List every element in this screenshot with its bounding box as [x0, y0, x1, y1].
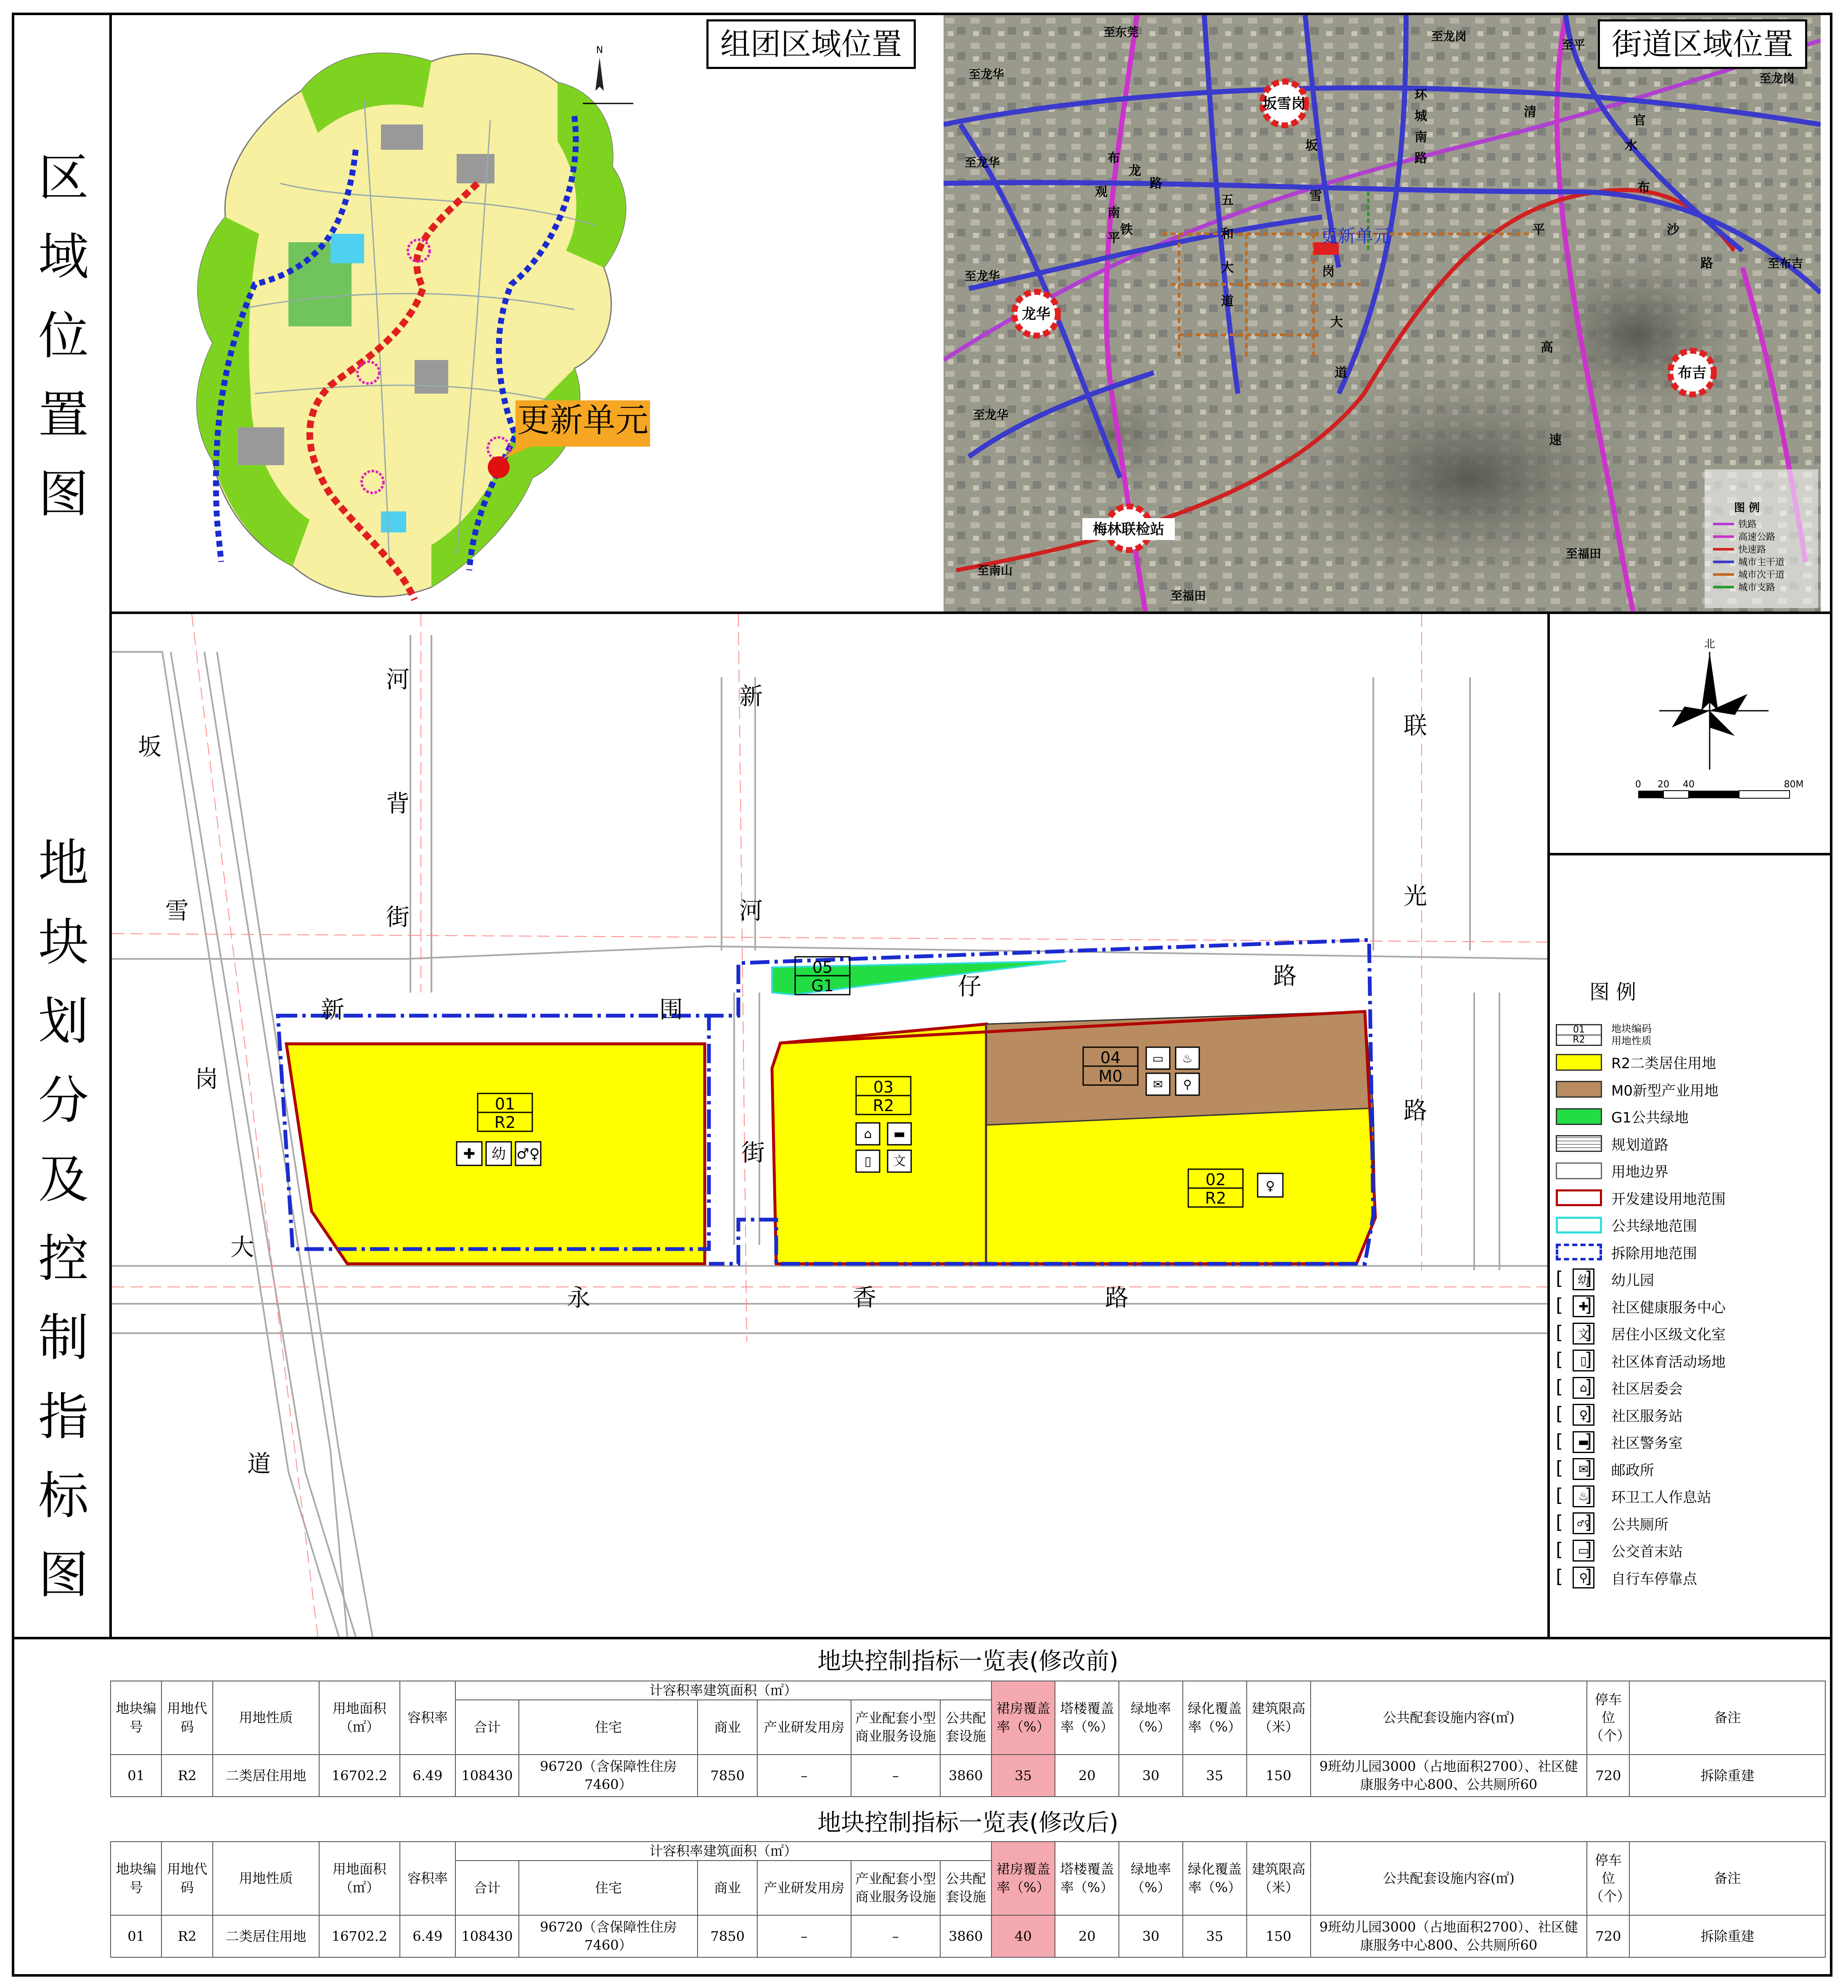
svg-text:五: 五 — [1221, 193, 1234, 208]
side-title-char: 及 — [38, 1151, 89, 1209]
scale-bar — [1635, 779, 1803, 798]
svg-text:路: 路 — [1150, 176, 1162, 191]
header-green-cover: 绿化覆盖率（%） — [1183, 1842, 1247, 1915]
svg-text:大: 大 — [1221, 260, 1234, 275]
road-char: 香 — [853, 1284, 876, 1312]
svg-text:铁: 铁 — [1120, 222, 1133, 237]
svg-text:R2: R2 — [872, 1096, 894, 1115]
toilet-icon: [ ♂♀ ] — [1556, 1512, 1602, 1534]
post-office-icon: [ ✉ ] — [1556, 1458, 1602, 1480]
facility-icons-parcel-02 — [1258, 1173, 1283, 1197]
legend-item: [ ♨ ] 环卫工人作息站 — [1556, 1483, 1825, 1510]
road-char: 河 — [739, 897, 763, 925]
svg-text:快速路: 快速路 — [1738, 545, 1766, 555]
svg-text:40: 40 — [1683, 779, 1695, 790]
svg-text:城市支路: 城市支路 — [1738, 582, 1776, 593]
side-title-char: 图 — [38, 1546, 89, 1604]
side-title-char: 指 — [38, 1388, 89, 1446]
bus-terminal-icon: [ ▭ ] — [1556, 1540, 1602, 1562]
svg-text:▭: ▭ — [1152, 1051, 1164, 1065]
svg-text:至龙华: 至龙华 — [965, 269, 1000, 283]
svg-text:至福田: 至福田 — [1566, 547, 1602, 561]
svg-text:图 例: 图 例 — [1734, 502, 1760, 514]
svg-text:至布吉: 至布吉 — [1768, 257, 1803, 270]
side-title-char: 分 — [38, 1072, 89, 1130]
header-podium: 裙房覆盖率（%） — [991, 1681, 1055, 1755]
health-center-icon: [ ✚ ] — [1556, 1295, 1602, 1317]
legend-item: 用地边界 — [1556, 1157, 1825, 1185]
svg-text:R2: R2 — [1205, 1189, 1227, 1207]
svg-text:雪: 雪 — [1309, 189, 1322, 204]
road-char: 路 — [1404, 1097, 1427, 1125]
svg-text:03: 03 — [873, 1078, 894, 1096]
svg-text:80M: 80M — [1784, 779, 1804, 790]
north-arrow-icon — [583, 45, 633, 103]
svg-text:幼: 幼 — [492, 1146, 506, 1162]
header-nature: 用地性质 — [213, 1842, 319, 1915]
culture-icon: [ 文 ] — [1556, 1323, 1602, 1345]
header-height: 建筑限高（米） — [1247, 1681, 1311, 1755]
svg-text:路: 路 — [1414, 151, 1427, 166]
side-title-char: 区 — [38, 149, 89, 207]
facility-icons-parcel-01 — [457, 1142, 541, 1165]
street-map-legend — [1705, 469, 1818, 608]
side-title-char: 地 — [38, 834, 89, 893]
road-char: 新 — [321, 996, 344, 1024]
header-total: 合计 — [455, 1700, 519, 1755]
legend-item: [ 幼 ] 幼儿园 — [1556, 1266, 1825, 1293]
header-area: 用地面积（㎡） — [319, 1842, 400, 1915]
svg-text:布: 布 — [1637, 180, 1650, 195]
svg-text:N: N — [596, 45, 603, 56]
svg-text:道: 道 — [1335, 365, 1347, 380]
svg-text:⚲: ⚲ — [1183, 1077, 1192, 1091]
update-unit-marker — [488, 456, 510, 478]
water-patch — [381, 511, 406, 532]
header-gfa-group: 计容积率建筑面积（㎡） — [455, 1842, 991, 1861]
svg-text:✉: ✉ — [1153, 1077, 1163, 1091]
sports-ground-icon: [ ▯ ] — [1556, 1350, 1602, 1371]
road-char: 光 — [1404, 883, 1427, 910]
header-residential: 住宅 — [519, 1700, 698, 1755]
group-map-label: 组团区域位置 — [706, 19, 916, 69]
industrial-patch — [381, 124, 423, 150]
svg-text:坂: 坂 — [1305, 138, 1318, 153]
road-char: 道 — [247, 1451, 271, 1478]
svg-text:城市次干道: 城市次干道 — [1738, 570, 1785, 580]
svg-text:♨: ♨ — [1182, 1051, 1193, 1065]
road-char: 坂 — [138, 733, 161, 761]
side-title-bottom — [15, 824, 112, 1615]
legend-title: 图 例 — [1589, 980, 1636, 1004]
header-far: 容积率 — [400, 1842, 455, 1915]
legend-item: [ ▯ ] 社区体育活动场地 — [1556, 1347, 1825, 1374]
header-id: 地块编号 — [111, 1842, 161, 1915]
svg-text:G1: G1 — [811, 977, 834, 995]
svg-text:龙: 龙 — [1129, 164, 1141, 178]
road-char: 大 — [230, 1234, 254, 1261]
svg-text:0: 0 — [1635, 779, 1641, 790]
side-title-char: 划 — [38, 993, 89, 1051]
svg-text:M0: M0 — [1098, 1067, 1123, 1085]
road-char: 雪 — [165, 897, 189, 925]
svg-text:R2: R2 — [494, 1113, 516, 1132]
svg-text:01: 01 — [494, 1095, 516, 1113]
parcel-map — [112, 614, 1547, 1637]
header-rd: 产业研发用房 — [757, 1861, 851, 1915]
svg-text:至龙华: 至龙华 — [969, 67, 1005, 81]
side-title-char: 标 — [38, 1467, 89, 1525]
station-longhua — [1014, 292, 1058, 336]
header-green-cover: 绿化覆盖率（%） — [1183, 1681, 1247, 1755]
legend-item: [ ▭ ] 公交首末站 — [1556, 1537, 1825, 1564]
svg-text:道: 道 — [1221, 294, 1234, 309]
svg-text:观: 观 — [1095, 185, 1108, 199]
dev-boundary-swatch — [1556, 1189, 1602, 1206]
svg-text:⌂: ⌂ — [864, 1127, 872, 1141]
svg-text:至龙华: 至龙华 — [965, 156, 1000, 169]
header-public: 公共配套设施 — [940, 1700, 991, 1755]
legend-item: G1公共绿地 — [1556, 1103, 1825, 1130]
kindergarten-icon: [ 幼 ] — [1556, 1268, 1602, 1290]
police-icon: [ ▬ ] — [1556, 1431, 1602, 1453]
header-remarks: 备注 — [1629, 1681, 1825, 1755]
legend-item: M0新型产业用地 — [1556, 1076, 1825, 1103]
side-title-top — [15, 139, 112, 534]
header-parking: 停车位（个） — [1587, 1681, 1629, 1755]
svg-text:和: 和 — [1221, 227, 1234, 241]
legend-item: 拆除用地范围 — [1556, 1239, 1825, 1266]
demolition-swatch — [1556, 1244, 1602, 1260]
header-id: 地块编号 — [111, 1681, 161, 1755]
side-title-char: 控 — [38, 1230, 89, 1288]
side-title-char: 域 — [38, 228, 89, 286]
svg-text:20: 20 — [1658, 779, 1669, 790]
svg-text:梅林联检站: 梅林联检站 — [1093, 521, 1164, 538]
header-code: 用地代码 — [161, 1842, 212, 1915]
header-public: 公共配套设施 — [940, 1861, 991, 1915]
road-char: 新 — [739, 683, 763, 710]
map-legend — [1556, 976, 1825, 1591]
table-row: 01 R2 二类居住用地 16702.2 6.49 108430 96720（含保障性住房7460） 7850 – – 3860 40 20 30 35 150 9班幼儿园3000（占地面积2700）、社区健康服务中心800、公共厕所60 720 拆除重建 — [111, 1915, 1825, 1957]
svg-text:高: 高 — [1541, 340, 1553, 355]
road-char: 路 — [1273, 963, 1297, 990]
street-map-label: 街道区域位置 — [1598, 19, 1807, 69]
north-label: 北 — [1704, 638, 1716, 651]
table-after-title: 地块控制指标一览表(修改后) — [817, 1809, 1118, 1837]
header-green: 绿地率（%） — [1119, 1681, 1183, 1755]
table-before — [110, 1681, 1826, 1797]
side-title-char: 位 — [38, 307, 89, 365]
svg-text:龙华: 龙华 — [1022, 306, 1050, 323]
header-green: 绿地率（%） — [1119, 1842, 1183, 1915]
header-commercial: 商业 — [698, 1861, 757, 1915]
svg-text:♂♀: ♂♀ — [516, 1146, 540, 1162]
industrial-patch — [238, 427, 284, 465]
svg-text:▬: ▬ — [893, 1127, 906, 1141]
svg-text:环: 环 — [1414, 88, 1427, 103]
svg-text:岗: 岗 — [1322, 265, 1335, 279]
legend-item: [ ▬ ] 社区警务室 — [1556, 1429, 1825, 1456]
header-rd: 产业研发用房 — [757, 1700, 851, 1755]
street-update-unit-label: 更新单元 — [1320, 226, 1391, 246]
header-tower: 塔楼覆盖率（%） — [1055, 1842, 1119, 1915]
side-title-char: 块 — [38, 913, 89, 972]
header-gfa-group: 计容积率建筑面积（㎡） — [455, 1681, 991, 1700]
group-location-map — [112, 15, 936, 611]
svg-text:城市主干道: 城市主干道 — [1738, 557, 1785, 568]
road-char: 路 — [1105, 1284, 1129, 1312]
svg-text:至龙岗: 至龙岗 — [1759, 71, 1795, 85]
legend-item: [ 文 ] 居住小区级文化室 — [1556, 1320, 1825, 1347]
header-height: 建筑限高（米） — [1247, 1842, 1311, 1915]
header-area: 用地面积（㎡） — [319, 1681, 400, 1755]
parcel-02 — [986, 1108, 1375, 1264]
svg-text:水: 水 — [1625, 138, 1637, 153]
svg-text:至福田: 至福田 — [1171, 589, 1206, 603]
header-residential: 住宅 — [519, 1861, 698, 1915]
road-char: 永 — [567, 1284, 590, 1312]
svg-text:✚: ✚ — [463, 1146, 476, 1162]
north-arrow-panel — [1550, 614, 1830, 853]
header-facilities: 公共配套设施内容(㎡) — [1311, 1681, 1587, 1755]
side-title-char: 置 — [38, 386, 89, 445]
road-char: 仔 — [958, 973, 981, 1001]
svg-text:平: 平 — [1108, 231, 1120, 246]
industrial-patch — [457, 154, 494, 183]
svg-text:南: 南 — [1414, 130, 1427, 145]
svg-text:坂雪岗: 坂雪岗 — [1263, 95, 1306, 112]
header-far: 容积率 — [400, 1681, 455, 1755]
svg-text:沙: 沙 — [1667, 222, 1679, 237]
committee-icon: [ ⌂ ] — [1556, 1377, 1602, 1399]
legend-item: [ ♀ ] 社区服务站 — [1556, 1401, 1825, 1429]
legend-item: 公共绿地范围 — [1556, 1212, 1825, 1239]
svg-text:至南山: 至南山 — [977, 564, 1013, 577]
svg-text:官: 官 — [1633, 113, 1646, 128]
road-swatch — [1556, 1135, 1602, 1152]
header-podium: 裙房覆盖率（%） — [991, 1842, 1055, 1915]
legend-code-swatch: 01 R2 — [1556, 1024, 1602, 1046]
station-buji — [1670, 351, 1714, 394]
svg-text:清: 清 — [1524, 105, 1536, 119]
svg-text:铁路: 铁路 — [1738, 519, 1757, 530]
svg-text:高速公路: 高速公路 — [1738, 532, 1776, 543]
north-arrow-icon — [1659, 652, 1769, 770]
svg-text:路: 路 — [1700, 256, 1713, 271]
svg-text:布: 布 — [1108, 151, 1120, 166]
svg-text:文: 文 — [893, 1154, 906, 1169]
svg-text:布吉: 布吉 — [1678, 365, 1706, 381]
road-char: 街 — [741, 1139, 765, 1167]
legend-item: [ ✉ ] 邮政所 — [1556, 1456, 1825, 1483]
industrial-patch — [415, 360, 448, 394]
svg-text:05: 05 — [812, 958, 833, 977]
road-char: 街 — [386, 904, 410, 931]
header-code: 用地代码 — [161, 1681, 212, 1755]
sanitation-icon: [ ♨ ] — [1556, 1485, 1602, 1507]
legend-code-labels: 地块编码 用地性质 — [1611, 1023, 1652, 1047]
header-small-biz: 产业配套小型商业服务设施 — [851, 1861, 941, 1915]
legend-item: R2二类居住用地 — [1556, 1049, 1825, 1076]
svg-text:平: 平 — [1532, 222, 1545, 237]
road-char: 围 — [659, 996, 683, 1024]
legend-item: [ ⌂ ] 社区居委会 — [1556, 1374, 1825, 1402]
header-commercial: 商业 — [698, 1700, 757, 1755]
legend-item: [ ⚲ ] 自行车停靠点 — [1556, 1564, 1825, 1591]
svg-text:至龙岗: 至龙岗 — [1431, 29, 1467, 43]
header-facilities: 公共配套设施内容(㎡) — [1311, 1842, 1587, 1915]
header-tower: 塔楼覆盖率（%） — [1055, 1681, 1119, 1755]
update-unit-label: 更新单元 — [517, 402, 649, 439]
bicycle-icon: [ ⚲ ] — [1556, 1567, 1602, 1588]
header-nature: 用地性质 — [213, 1681, 319, 1755]
table-before-title: 地块控制指标一览表(修改前) — [817, 1648, 1118, 1675]
header-parking: 停车位（个） — [1587, 1842, 1629, 1915]
legend-item: [ ♂♀ ] 公共厕所 — [1556, 1510, 1825, 1537]
legend-item-code — [1556, 1022, 1825, 1049]
svg-text:至平: 至平 — [1562, 38, 1586, 52]
green-boundary-swatch — [1556, 1217, 1602, 1234]
header-total: 合计 — [455, 1861, 519, 1915]
svg-text:至龙华: 至龙华 — [973, 408, 1009, 422]
road-char: 联 — [1404, 712, 1427, 740]
header-remarks: 备注 — [1629, 1842, 1825, 1915]
boundary-swatch — [1556, 1162, 1602, 1179]
svg-text:速: 速 — [1549, 433, 1562, 447]
svg-text:02: 02 — [1205, 1170, 1226, 1189]
road-char: 背 — [386, 790, 410, 818]
g1-swatch — [1556, 1108, 1602, 1125]
table-after — [110, 1841, 1826, 1958]
service-station-icon: [ ♀ ] — [1556, 1404, 1602, 1426]
legend-item: [ ✚ ] 社区健康服务中心 — [1556, 1293, 1825, 1320]
road-char: 岗 — [195, 1066, 218, 1093]
road-char: 河 — [386, 666, 410, 694]
svg-text:南: 南 — [1108, 206, 1120, 220]
svg-text:大: 大 — [1330, 315, 1343, 330]
station-bankxuegang — [1262, 82, 1306, 125]
m0-swatch — [1556, 1081, 1602, 1098]
svg-text:至东莞: 至东莞 — [1103, 25, 1139, 39]
water-patch — [330, 234, 364, 263]
street-location-map — [944, 15, 1821, 611]
legend-item: 规划道路 — [1556, 1130, 1825, 1157]
header-small-biz: 产业配套小型商业服务设施 — [851, 1700, 941, 1755]
legend-item: 开发建设用地范围 — [1556, 1184, 1825, 1212]
svg-text:04: 04 — [1100, 1048, 1121, 1067]
r2-swatch — [1556, 1054, 1602, 1071]
svg-text:♀: ♀ — [1266, 1179, 1275, 1194]
side-title-char: 制 — [38, 1309, 89, 1367]
svg-text:城: 城 — [1414, 109, 1427, 124]
svg-text:▯: ▯ — [864, 1154, 872, 1169]
mountain-shade — [1511, 234, 1763, 436]
side-title-char: 图 — [38, 465, 89, 524]
table-row: 01 R2 二类居住用地 16702.2 6.49 108430 96720（含保障性住房7460） 7850 – – 3860 35 20 30 35 150 9班幼儿园3000（占地面积2700）、社区健康服务中心800、公共厕所60 720 拆除重建 — [111, 1755, 1825, 1797]
